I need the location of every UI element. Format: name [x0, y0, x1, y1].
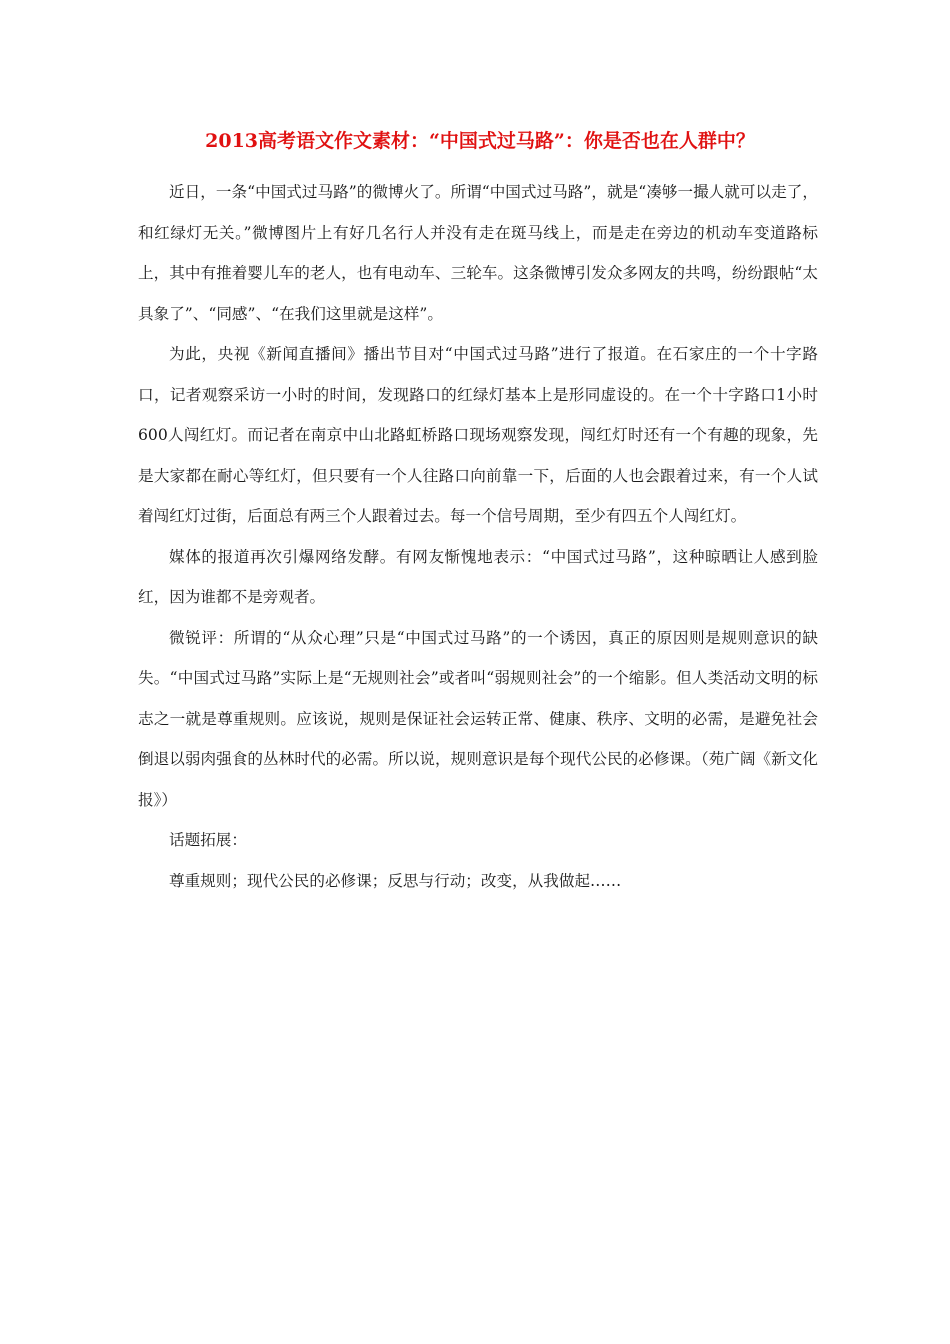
document-body — [138, 172, 818, 901]
paragraph-4: 微锐评：所谓的“从众心理”只是“中国式过马路”的一个诱因，真正的原因则是规则意识的缺失。“中国式过马路”实际上是“无规则社会”或者叫“弱规则社会”的一个缩影。但人类活动文明的标志之一就是尊重规则。应该说，规则是保证社会运转正常、健康、秩序、文明的必需，是避免社会倒退以弱肉强食的丛林时代的必需。所以说，规则意识是每个现代公民的必修课。（苑广阔《新文化报》） — [138, 628, 818, 809]
topic-expansion-list: 尊重规则；现代公民的必修课；反思与行动；改变，从我做起…… — [169, 871, 622, 890]
topic-expansion-heading: 话题拓展： — [169, 831, 247, 849]
paragraph-3: 媒体的报道再次引爆网络发酵。有网友惭愧地表示：“中国式过马路”，这种晾晒让人感到脸红，因为谁都不是旁观者。 — [138, 547, 818, 606]
document-title: 2013高考语文作文素材：“中国式过马路”：你是否也在人群中？ — [205, 130, 755, 152]
paragraph-2: 为此，央视《新闻直播间》播出节目对“中国式过马路”进行了报道。在石家庄的一个十字路口，记者观察采访一小时的时间，发现路口的红绿灯基本上是形同虚设的。在一个十字路口1小时600人闯红灯。而记者在南京中山北路虹桥路口现场观察发现，闯红灯时还有一个有趣的现象，先是大家都在耐心等红灯，但只要有一个人往路口向前靠一下，后面的人也会跟着过来，有一个人试着闯红灯过街，后面总有两三个人跟着过去。每一个信号周期，至少有四五个人闯红灯。 — [138, 345, 818, 525]
paragraph-1: 近日，一条“中国式过马路”的微博火了。所谓“中国式过马路”，就是“凑够一撮人就可以走了，和红绿灯无关。”微博图片上有好几名行人并没有走在斑马线上，而是走在旁边的机动车变道路标上，其中有推着婴儿车的老人，也有电动车、三轮车。这条微博引发众多网友的共鸣，纷纷跟帖“太具象了”、“同感”、“在我们这里就是这样”。 — [138, 183, 818, 323]
